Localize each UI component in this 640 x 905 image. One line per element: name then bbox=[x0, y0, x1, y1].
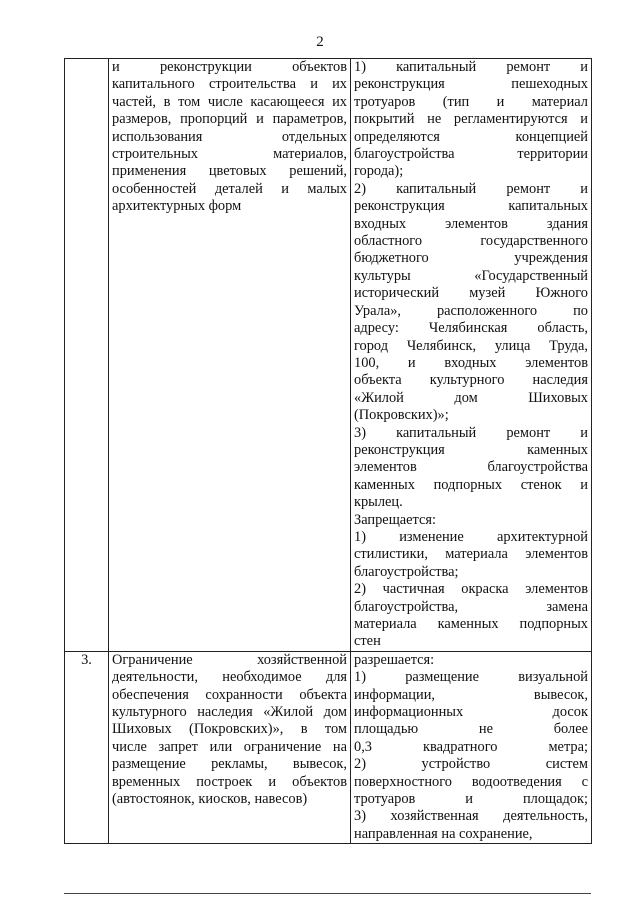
text-line: благоустройства; bbox=[354, 563, 459, 580]
text-line: стен bbox=[354, 633, 381, 650]
regulations-table bbox=[64, 58, 592, 844]
text-line: числе запрет или ограничение на bbox=[112, 738, 347, 755]
text-line: 2) капитальный ремонт и bbox=[354, 180, 588, 197]
restriction-description-cell bbox=[109, 651, 351, 843]
text-line: поверхностного водоотведения с bbox=[354, 773, 588, 790]
text-line: (Покровских)»; bbox=[354, 407, 449, 424]
text-line: каменных подпорных стенок и bbox=[354, 476, 588, 493]
text-line: (автостоянок, киосков, навесов) bbox=[112, 791, 308, 808]
text-line: благоустройства, замена bbox=[354, 598, 588, 615]
footer-divider bbox=[64, 893, 591, 894]
text-line: информации, вывесок, bbox=[354, 686, 588, 703]
text-line: архитектурных форм bbox=[112, 198, 242, 215]
text-line: определяются концепцией bbox=[354, 128, 588, 145]
text-line: 2) частичная окраска элементов bbox=[354, 581, 588, 598]
table-row bbox=[65, 59, 592, 652]
text-line: капитального строительства и их bbox=[112, 76, 347, 93]
text-line: частей, в том числе касающееся их bbox=[112, 93, 347, 110]
text-line: 3) капитальный ремонт и bbox=[354, 424, 588, 441]
text-line: информационных досок bbox=[354, 704, 588, 721]
text-line: покрытий не регламентируются и bbox=[354, 111, 588, 128]
text-line: использования отдельных bbox=[112, 128, 347, 145]
text-line: Урала», расположенного по bbox=[354, 302, 588, 319]
permitted-works-cell bbox=[351, 651, 592, 843]
text-line: областного государственного bbox=[354, 233, 588, 250]
text-line: бюджетного учреждения bbox=[354, 250, 588, 267]
text-line: исторический музей Южного bbox=[354, 285, 588, 302]
text-line: объекта культурного наследия bbox=[354, 372, 588, 389]
text-line: строительных материалов, bbox=[112, 146, 347, 163]
text-line: особенностей деталей и малых bbox=[112, 180, 347, 197]
text-line: 1) капитальный ремонт и bbox=[354, 59, 588, 75]
text-line: обеспечения сохранности объекта bbox=[112, 686, 347, 703]
row-number-cell bbox=[65, 59, 109, 652]
text-line: 1) изменение архитектурной bbox=[354, 528, 588, 545]
text-line: тротуаров и площадок; bbox=[354, 791, 588, 808]
text-line: город Челябинск, улица Труда, bbox=[354, 337, 588, 354]
text-line: 0,3 квадратного метра; bbox=[354, 738, 588, 755]
text-line: 1) размещение визуальной bbox=[354, 669, 588, 686]
text-line: размещение рекламы, вывесок, bbox=[112, 756, 347, 773]
text-line: тротуаров (тип и материал bbox=[354, 93, 588, 110]
text-line: города); bbox=[354, 163, 404, 180]
text-line: материала каменных подпорных bbox=[354, 616, 588, 632]
text-line: крылец. bbox=[354, 494, 403, 511]
text-line: разрешается: bbox=[354, 651, 435, 668]
text-line: направленная на сохранение, bbox=[354, 825, 533, 842]
text-line: и реконструкции объектов bbox=[112, 59, 347, 75]
row-number-cell: 3. bbox=[65, 651, 109, 843]
restriction-description-cell bbox=[109, 59, 351, 652]
text-line: Ограничение хозяйственной bbox=[112, 651, 347, 668]
text-line: 100, и входных элементов bbox=[354, 354, 588, 371]
text-line: Запрещается: bbox=[354, 511, 437, 528]
text-line: элементов благоустройства bbox=[354, 459, 588, 476]
text-line: применения цветовых решений, bbox=[112, 163, 347, 180]
permitted-works-cell bbox=[351, 59, 592, 652]
text-line: реконструкция капитальных bbox=[354, 198, 588, 215]
text-line: площадью не более bbox=[354, 721, 588, 738]
text-line: благоустройства территории bbox=[354, 146, 588, 163]
text-line: 2) устройство систем bbox=[354, 756, 588, 773]
text-line: 3) хозяйственная деятельность, bbox=[354, 808, 588, 825]
text-line: культуры «Государственный bbox=[354, 267, 588, 284]
text-line: «Жилой дом Шиховых bbox=[354, 389, 588, 406]
text-line: реконструкция пешеходных bbox=[354, 76, 588, 93]
text-line: входных элементов здания bbox=[354, 215, 588, 232]
text-line: Шиховых (Покровских)», в том bbox=[112, 721, 347, 738]
text-line: реконструкция каменных bbox=[354, 441, 588, 458]
text-line: размеров, пропорций и параметров, bbox=[112, 111, 347, 128]
text-line: временных построек и объектов bbox=[112, 773, 347, 790]
text-line: культурного наследия «Жилой дом bbox=[112, 704, 347, 721]
page-number: 2 bbox=[316, 34, 324, 50]
text-line: деятельности, необходимое для bbox=[112, 669, 347, 686]
text-line: стилистики, материала элементов bbox=[354, 546, 588, 563]
table-row bbox=[65, 651, 592, 843]
text-line: адресу: Челябинская область, bbox=[354, 320, 588, 337]
